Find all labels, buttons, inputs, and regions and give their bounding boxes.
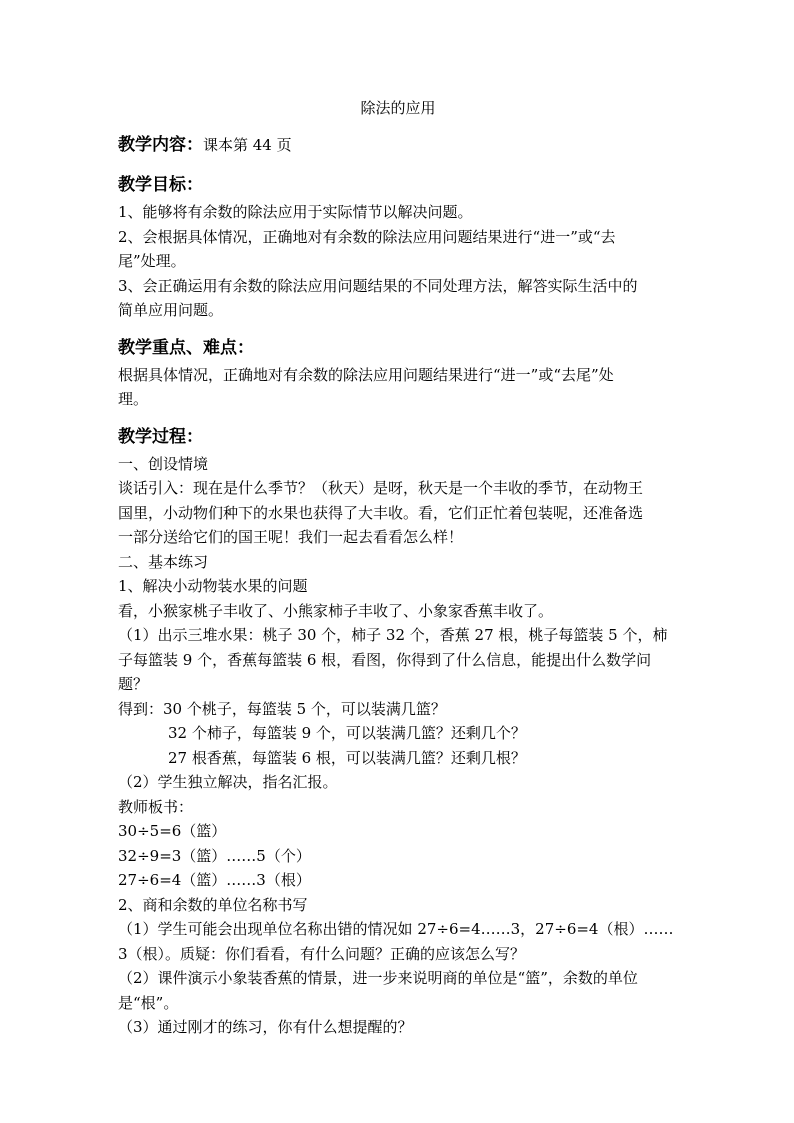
process-line: 一、创设情境 [118, 454, 209, 473]
key-points-section [118, 333, 678, 412]
process-line: （3）通过刚才的练习，你有什么想提醒的？ [118, 1018, 413, 1036]
process-line: （1）学生可能会出现单位名称出错的情况如 27÷6=4……3，27÷6=4（根）…… [118, 920, 674, 938]
goals-section [118, 170, 678, 323]
key-points-line: 根据具体情况，正确地对有余数的除法应用问题结果进行“进一”或“去尾”处 [118, 365, 614, 384]
process-line: 1、解决小动物装水果的问题 [118, 577, 308, 595]
process-line: 是“根”。 [118, 993, 179, 1012]
process-line: （1）出示三堆水果：桃子 30 个，柿子 32 个，香蕉 27 根，桃子每篮装 5 个，柿 [118, 626, 668, 644]
goal-line: 简单应用问题。 [118, 301, 224, 319]
goal-line: 尾”处理。 [118, 252, 186, 270]
process-line: 谈话引入：现在是什么季节？（秋天）是呀，秋天是一个丰收的季节，在动物王 [118, 479, 644, 497]
goals-heading: 教学目标： [118, 175, 203, 195]
process-heading: 教学过程： [118, 426, 203, 447]
process-line: 30÷5=6（篮） [118, 822, 227, 840]
process-line: 国里，小动物们种下的水果也获得了大丰收。看，它们正忙着包装呢，还准备选 [118, 503, 644, 522]
process-line: 得到：30 个桃子，每篮装 5 个，可以装满几篮？ [118, 699, 446, 718]
content-text: 课本第 44 页 [203, 136, 292, 154]
process-line: （2）学生独立解决，指名汇报。 [118, 773, 338, 791]
process-line: （2）课件演示小象装香蕉的情景，进一步来说明商的单位是“篮”，余数的单位 [118, 969, 638, 987]
process-line: 教师板书： [118, 797, 194, 816]
key-points-line: 理。 [118, 390, 149, 408]
document-title: 除法的应用 [360, 99, 436, 117]
process-line: 题？ [118, 675, 149, 693]
process-line: 一部分送给它们的国王呢！我们一起去看看怎么样！ [118, 528, 464, 546]
goal-line: 3、会正确运用有余数的除法应用问题结果的不同处理方法，解答实际生活中的 [118, 276, 638, 295]
key-points-heading: 教学重点、难点： [118, 337, 254, 358]
content-heading: 教学内容： [118, 135, 203, 155]
process-section [118, 422, 678, 1040]
document-body [118, 96, 678, 1040]
process-line: 2、商和余数的单位名称书写 [118, 895, 308, 914]
process-line: 子每篮装 9 个，香蕉每篮装 6 根，看图，你得到了什么信息，能提出什么数学问 [118, 650, 652, 669]
content-section [118, 130, 678, 160]
process-line: 32 个柿子，每篮装 9 个，可以装满几篮？还剩几个？ [168, 724, 526, 742]
process-line: 32÷9=3（篮）……5（个） [118, 846, 311, 865]
process-line: 27÷6=4（篮）……3（根） [118, 871, 311, 889]
process-line: 3（根）。质疑：你们看看，有什么问题？正确的应该怎么写？ [118, 944, 526, 963]
goal-line: 1、能够将有余数的除法应用于实际情节以解决问题。 [118, 203, 473, 221]
process-line: 看，小猴家桃子丰收了、小熊家柿子丰收了、小象家香蕉丰收了。 [118, 601, 554, 620]
process-line: 27 根香蕉，每篮装 6 根，可以装满几篮？还剩几根？ [168, 748, 526, 767]
goal-line: 2、会根据具体情况，正确地对有余数的除法应用问题结果进行“进一”或“去 [118, 227, 616, 246]
process-line: 二、基本练习 [118, 552, 209, 571]
